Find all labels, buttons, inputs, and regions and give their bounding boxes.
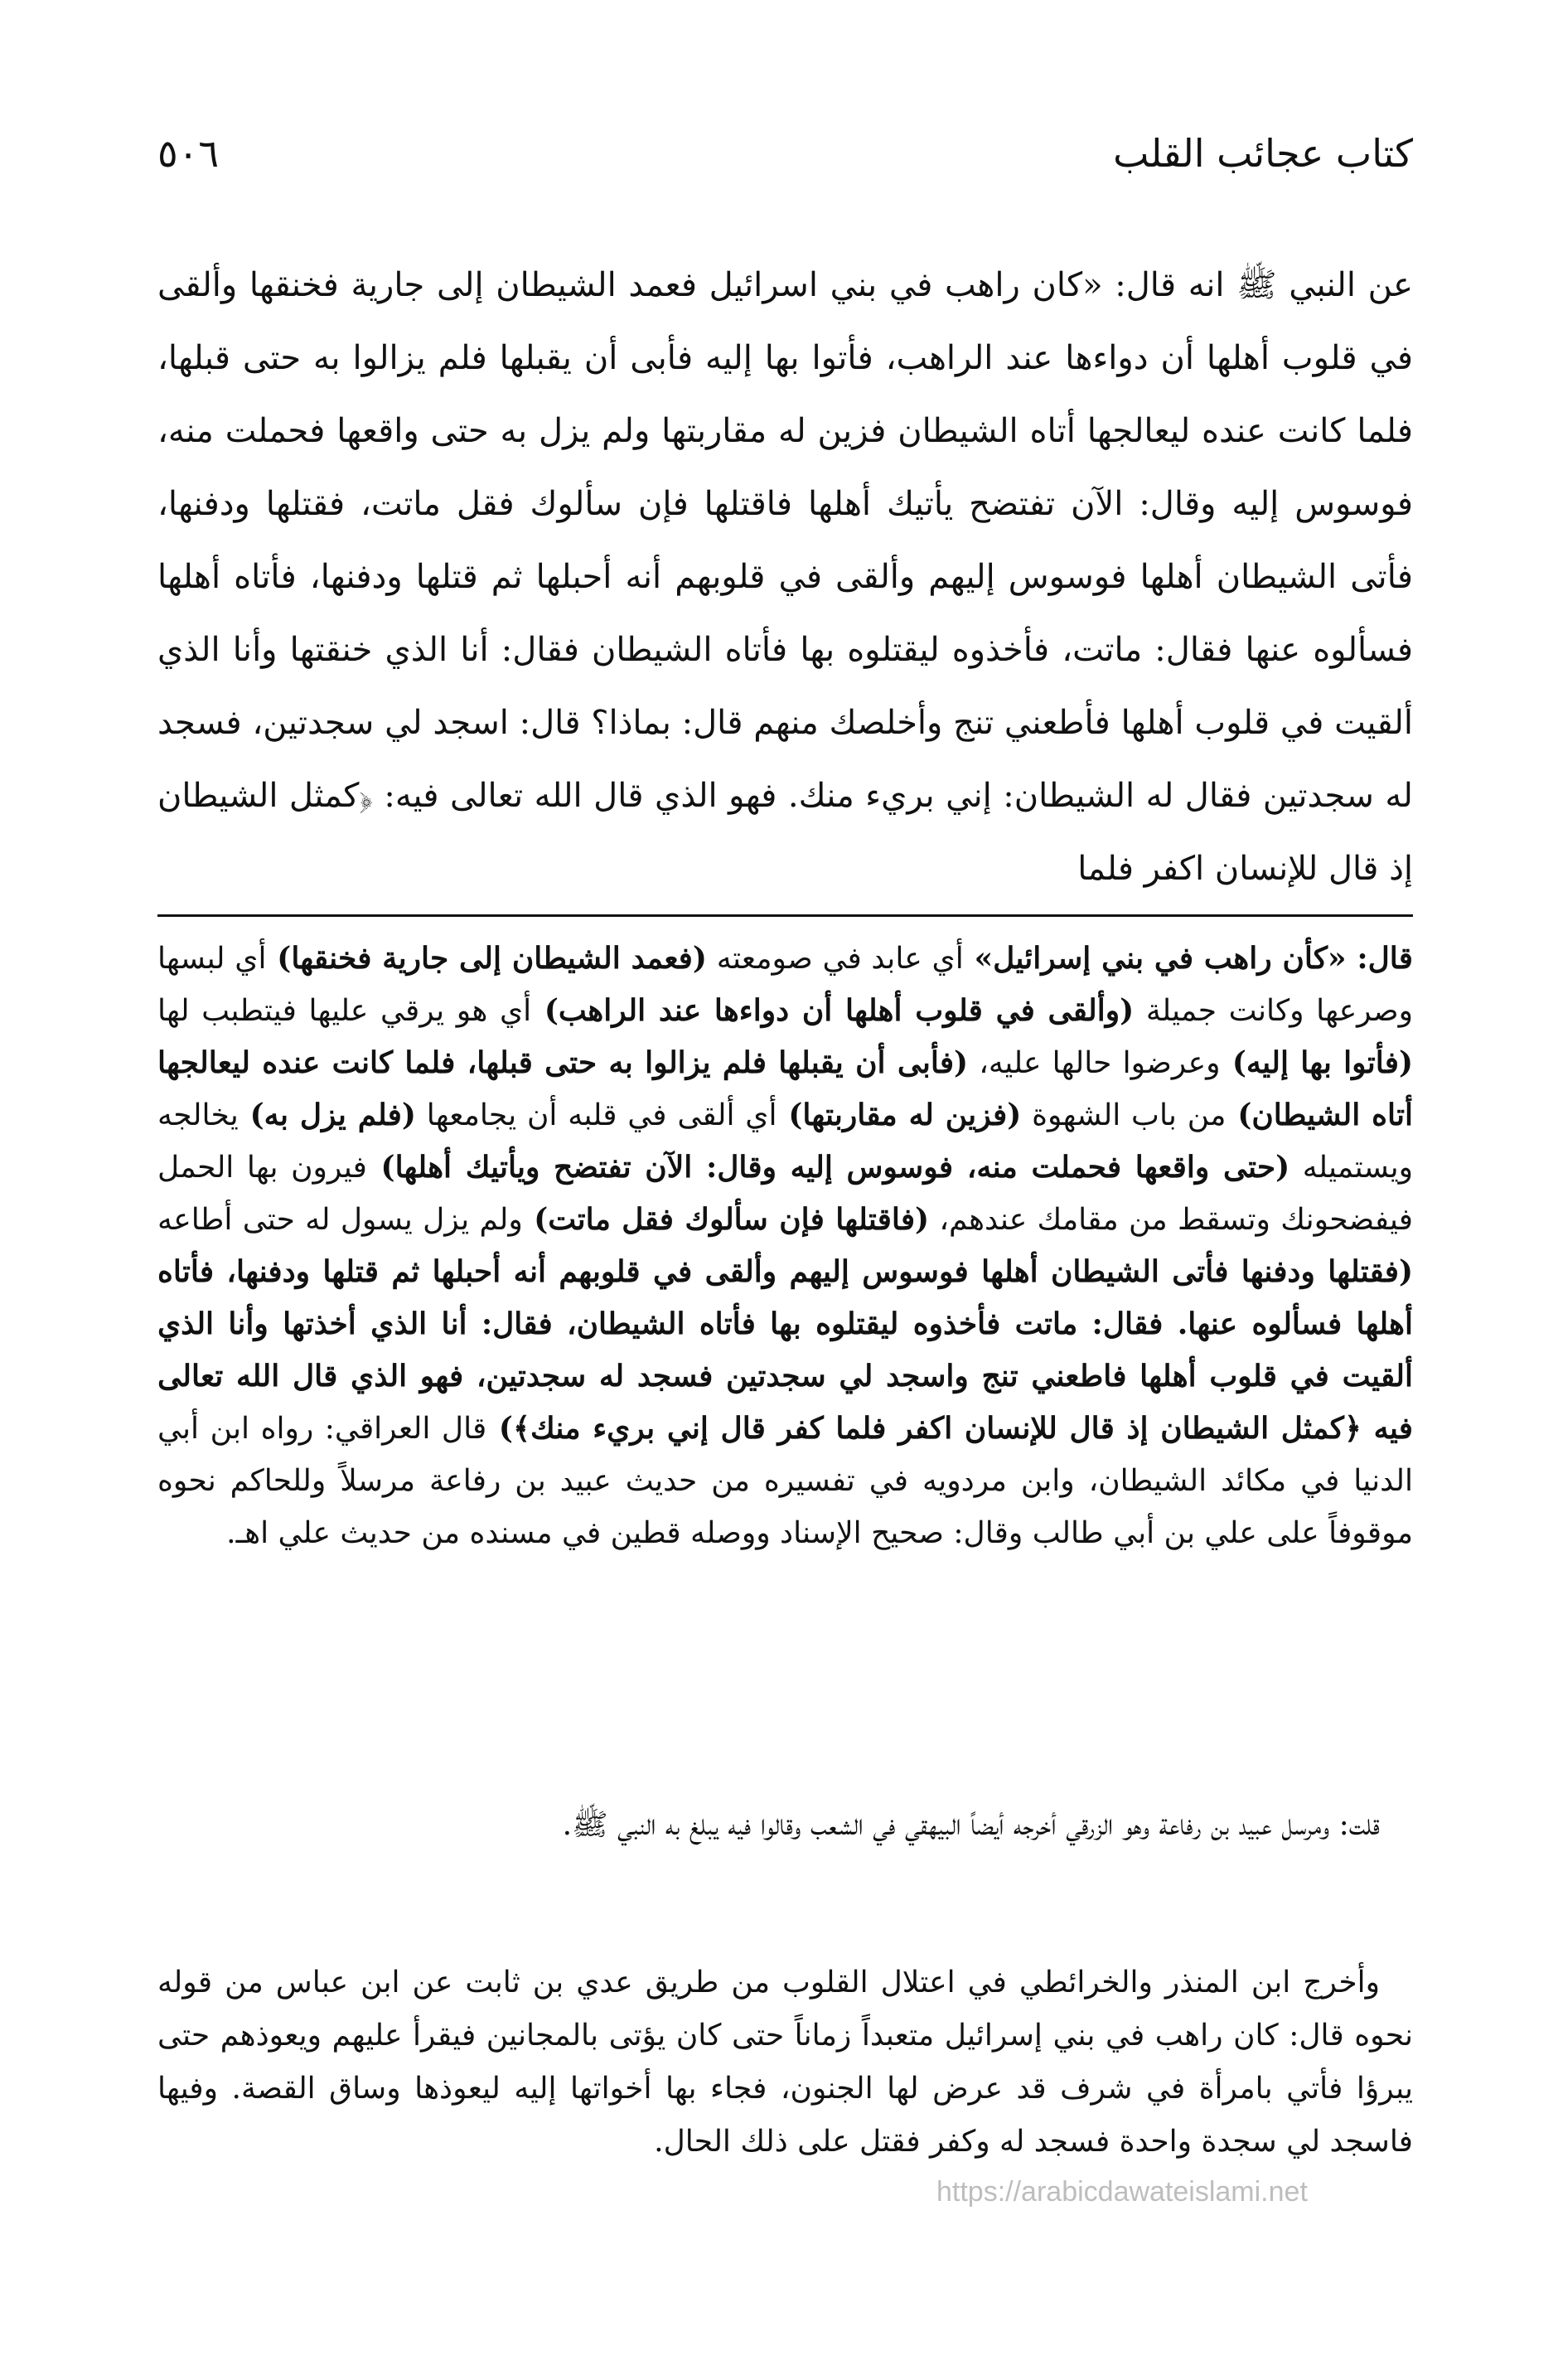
commentary-explanation: أي عابد في صومعته [706,942,964,976]
main-text: عن النبي ﷺ انه قال: «كان راهب في بني اسرائيل فعمد الشيطان إلى جارية فخنقها وألقى في قلوب أهلها أن دواءها عند الراهب، فأتوا بها إليه فأبى أن يقبلها فلم يزالوا به حتى قبلها، فلما كانت عنده ليعالجها أتاه الشيطان فزين له مقاربتها ولم يزل به حتى واقعها فحملت منه، فوسوس إليه وقال: الآن تفتضح يأتيك أهلها فاقتلها فإن سألوك فقل ماتت، فقتلها ودفنها، فأتى الشيطان أهلها فوسوس إليهم وألقى في قلوبهم أنه أحبلها ثم قتلها ودفنها، فأتاه أهلها فسألوه عنها فقال: ماتت، فأخذوه ليقتلوه بها فأتاه الشيطان فقال: أنا الذي خنقتها وأنا الذي ألقيت في قلوب أهلها فأطعني تنج وأخلصك منهم قال: بماذا؟ قال: اسجد لي سجدتين، فسجد له سجدتين فقال له الشيطان: إني بريء منك. فهو الذي قال الله تعالى فيه: ﴿كمثل الشيطان إذ قال للإنسان اكفر فلما [157,266,1413,888]
page-header [157,124,1413,191]
commentary-explanation: أي ألقى في قلبه أن يجامعها [415,1098,777,1132]
commentary-explanation: أي لبسها وصرعها وكانت جميلة [157,942,1413,1028]
commentary-explanation: من باب الشهوة [1021,1098,1227,1132]
commentary-quote: (حتى واقعها فحملت منه، فوسوس إليه وقال: الآن تفتضح ويأتيك أهلها) [366,1150,1290,1185]
commentary-explanation: يخالجه ويستميله [157,1098,1413,1185]
commentary-explanation: وعرضوا حالها عليه، [968,1046,1221,1080]
page-title: كتاب عجائب القلب [1113,131,1413,176]
commentary-explanation: ولم يزل يسول له حتى أطاعه [157,1203,523,1237]
note-paragraph: قلت: ومرسل عبيد بن رفاعة وهو الزرقي أخرجه أيضاً البيهقي في الشعب وقالوا فيه يبلغ به النبي ﷺ. [562,1808,1380,1842]
commentary-quote: (فعمد الشيطان إلى جارية فخنقها) [266,941,707,976]
commentary-quote: (فلم يزل به) [238,1098,416,1132]
extra-paragraph: وأخرج ابن المنذر والخرائطي في اعتلال القلوب من طريق عدي بن ثابت عن ابن عباس من قوله نحوه قال: كان راهب في بني إسرائيل متعبداً زماناً حتى كان يؤتى بالمجانين فيقرأ عليهم ويعوذهم حتى يبرؤا فأتي بامرأة في شرف قد عرض لها الجنون، فجاء بها أخواتها إليه ليعوذها وساق القصة. وفيها فاسجد لي سجدة واحدة فسجد له وكفر فقتل على ذلك الحال. [157,1966,1413,2159]
commentary-quote: (فزين له مقاربتها) [777,1098,1022,1132]
commentary-quote: قال: «كأن راهب في بني إسرائيل» [963,941,1413,976]
commentary-quote: (وألقى في قلوب أهلها أن دواءها عند الراهب) [531,993,1135,1028]
commentary-text [157,933,1413,1559]
watermark-url: https://arabicdawateislami.net [936,2176,1308,2208]
commentary-quote: (فأتوا بها إليه) [1220,1045,1413,1080]
commentary-quote: (فأبى أن يقبلها فلم يزالوا به حتى قبلها، فلما كانت عنده ليعالجها أتاه الشيطان) [157,1045,1413,1132]
commentary-explanation: فيرون بها الحمل فيفضحونك وتسقط من مقامك عندهم، [157,1151,1413,1237]
commentary-explanation: أي هو يرقي عليها فيتطبب لها [157,994,532,1028]
page-number: ٥٠٦ [157,131,220,176]
separator-rule [157,914,1413,917]
commentary-quote: (فاقتلها فإن سألوك فقل ماتت) [522,1202,930,1237]
commentary-explanation: قال العراقي: رواه ابن أبي الدنيا في مكائد الشيطان، وابن مردويه في تفسيره من حديث عبيد بن رفاعة مرسلاً وللحاكم نحوه موقوفاً على علي بن أبي طالب وقال: صحيح الإسناد ووصله قطين في مسنده من حديث علي اهـ. [157,1412,1413,1550]
commentary-quote: (فقتلها ودفنها فأتى الشيطان أهلها فوسوس إليهم وألقى في قلوبهم أنه أحبلها ثم قتلها ودفنها، فأتاه أهلها فسألوه عنها. فقال: ماتت فأخذوه ليقتلوه بها فأتاه الشيطان، فقال: أنا الذي أخذتها وأنا الذي ألقيت في قلوب أهلها فاطعني تنج واسجد لي سجدتين فسجد له سجدتين، فهو الذي قال الله تعالى فيه ﴿كمثل الشيطان إذ قال للإنسان اكفر فلما كفر قال إني بريء منك﴾) [157,1254,1413,1446]
